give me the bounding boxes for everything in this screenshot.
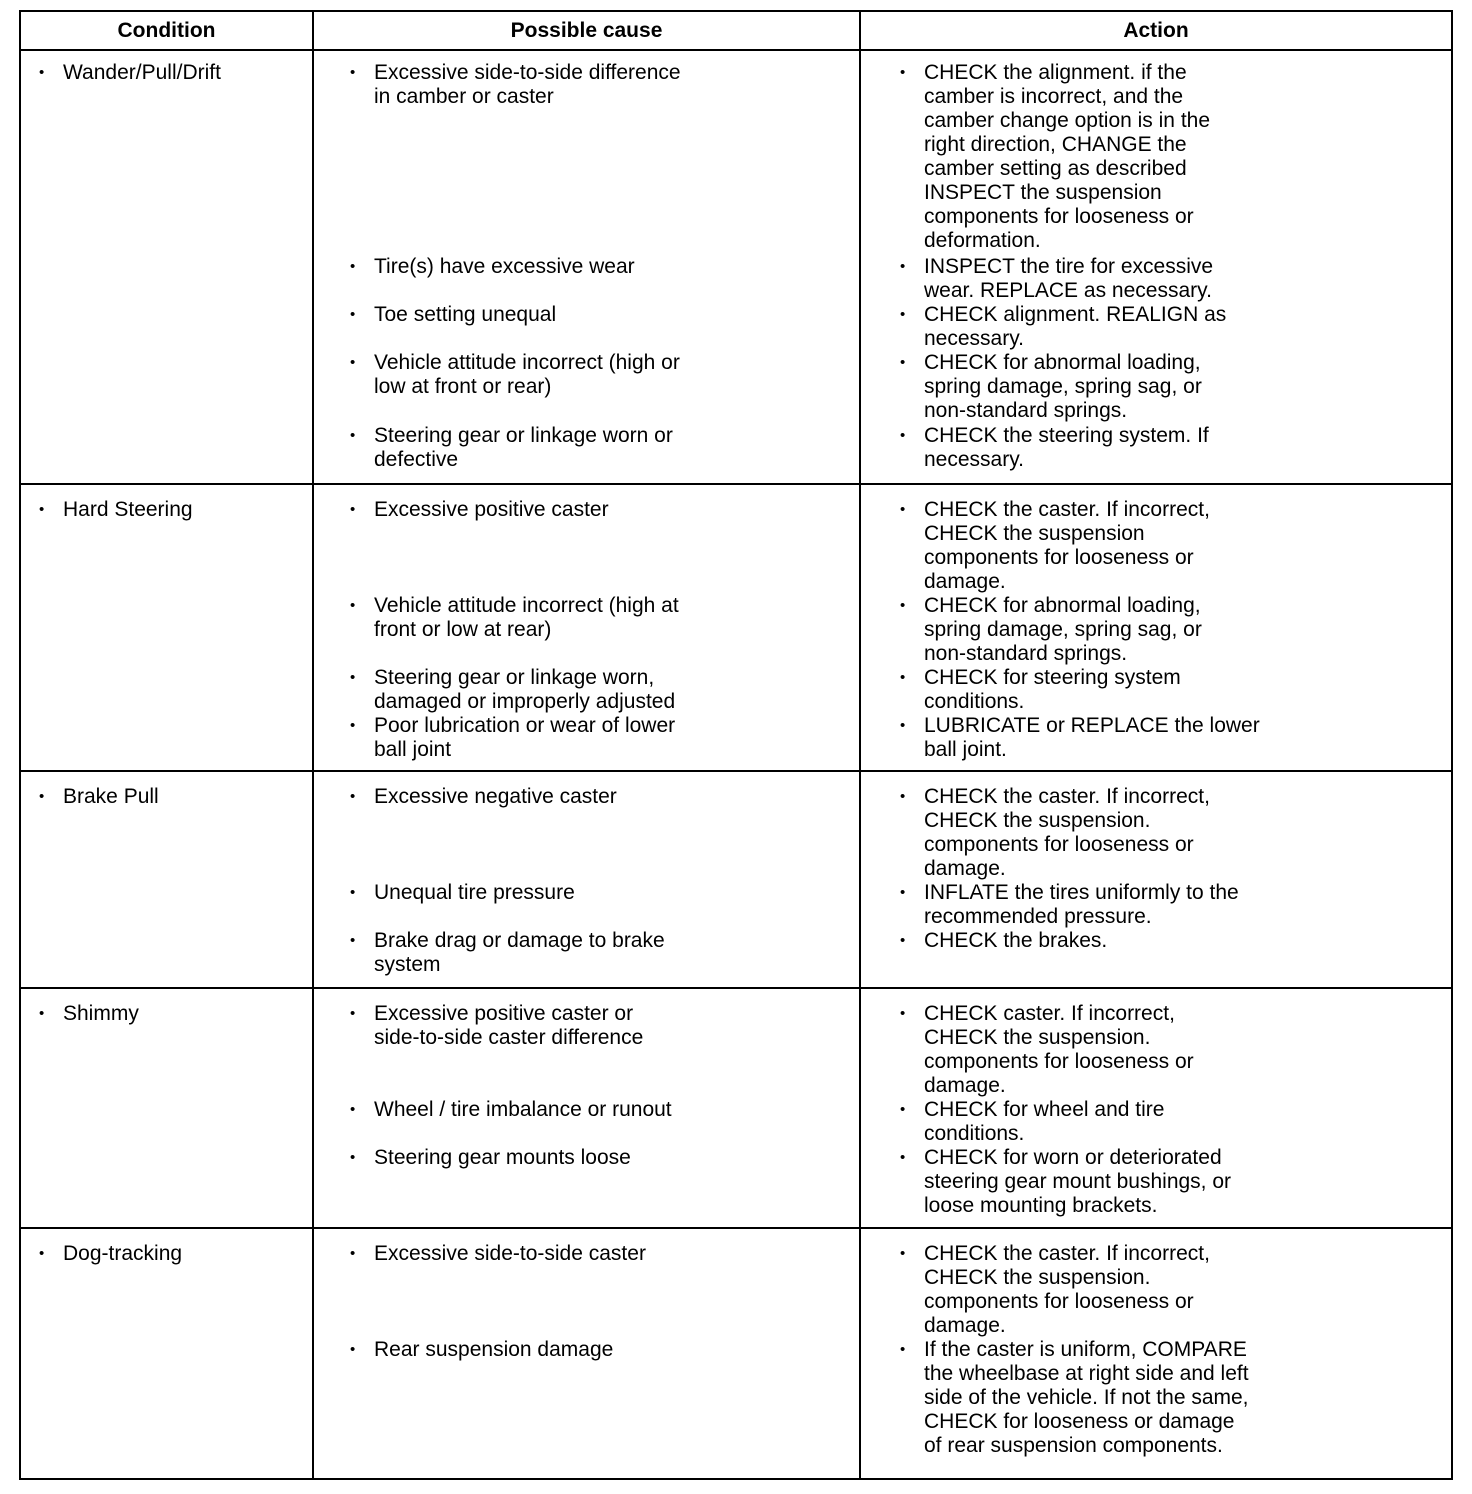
bullet-icon: • <box>900 64 906 81</box>
bullet-icon: • <box>900 501 906 518</box>
bullet-icon: • <box>350 1005 356 1022</box>
action-item <box>900 61 1211 253</box>
action-text: If the caster is uniform, COMPARE the wheelbase at right side and left side of the vehicle. If not the same, CHECK for looseness or damage of rear suspension components. <box>924 1338 1249 1457</box>
cause-text: Unequal tire pressure <box>374 881 575 904</box>
action-cell <box>860 484 1452 771</box>
bullet-icon: • <box>350 884 356 901</box>
action-text: CHECK the caster. If incorrect, CHECK the suspension. components for looseness or damage. <box>924 785 1210 880</box>
action-text: CHECK for abnormal loading, spring damage, spring sag, or non-standard springs. <box>924 351 1202 422</box>
cause-item <box>350 594 679 642</box>
cause-cell <box>313 50 860 484</box>
cause-text: Excessive positive caster <box>374 498 609 521</box>
condition-cell <box>20 484 313 771</box>
action-item <box>900 785 1210 881</box>
bullet-icon: • <box>350 64 356 81</box>
action-item <box>900 1146 1232 1218</box>
cause-item <box>350 666 676 714</box>
bullet-icon: • <box>350 354 356 371</box>
action-item <box>900 424 1209 472</box>
action-text: LUBRICATE or REPLACE the lower ball joint. <box>924 714 1260 761</box>
bullet-icon: • <box>39 1245 45 1262</box>
action-cell <box>860 1228 1452 1479</box>
cause-item <box>350 303 557 327</box>
cause-item <box>350 929 665 977</box>
action-text: CHECK for abnormal loading, spring damage, spring sag, or non-standard springs. <box>924 594 1202 665</box>
cause-item <box>350 1098 672 1122</box>
table-row <box>20 50 1452 484</box>
bullet-icon: • <box>350 306 356 323</box>
table-row <box>20 1228 1452 1479</box>
action-text: CHECK the caster. If incorrect, CHECK the suspension. components for looseness or damage. <box>924 1242 1210 1337</box>
bullet-icon: • <box>350 717 356 734</box>
cause-cell <box>313 771 860 988</box>
condition-cell <box>20 771 313 988</box>
cause-text: Vehicle attitude incorrect (high at front or low at rear) <box>374 594 679 641</box>
bullet-icon: • <box>350 597 356 614</box>
action-item <box>900 929 1108 953</box>
action-item <box>900 1002 1194 1098</box>
bullet-icon: • <box>39 1005 45 1022</box>
bullet-icon: • <box>900 306 906 323</box>
cause-item <box>350 61 681 109</box>
action-text: CHECK alignment. REALIGN as necessary. <box>924 303 1227 350</box>
action-text: CHECK for steering system conditions. <box>924 666 1181 713</box>
cause-cell <box>313 484 860 771</box>
cause-text: Steering gear or linkage worn or defective <box>374 424 673 471</box>
bullet-icon: • <box>350 932 356 949</box>
condition-item <box>39 498 193 522</box>
cause-text: Rear suspension damage <box>374 1338 614 1361</box>
bullet-icon: • <box>900 597 906 614</box>
troubleshooting-table <box>19 10 1453 1480</box>
action-cell <box>860 771 1452 988</box>
action-item <box>900 351 1202 423</box>
bullet-icon: • <box>900 1005 906 1022</box>
cause-text: Excessive side-to-side difference in camber or caster <box>374 61 681 108</box>
bullet-icon: • <box>900 1341 906 1358</box>
action-text: INFLATE the tires uniformly to the recommended pressure. <box>924 881 1239 928</box>
condition-cell <box>20 50 313 484</box>
cause-item <box>350 1146 631 1170</box>
table-row <box>20 484 1452 771</box>
condition-text: Dog-tracking <box>63 1242 183 1265</box>
bullet-icon: • <box>350 1101 356 1118</box>
action-item <box>900 255 1214 303</box>
condition-item <box>39 785 159 809</box>
cause-item <box>350 1338 614 1362</box>
cause-text: Excessive positive caster or side-to-side caster difference <box>374 1002 644 1049</box>
header-row <box>20 11 1452 50</box>
action-text: CHECK for wheel and tire conditions. <box>924 1098 1165 1145</box>
cause-item <box>350 1002 644 1050</box>
cause-item <box>350 351 680 399</box>
condition-cell <box>20 1228 313 1479</box>
table-row <box>20 771 1452 988</box>
bullet-icon: • <box>900 669 906 686</box>
action-text: CHECK caster. If incorrect, CHECK the suspension. components for looseness or damage. <box>924 1002 1194 1097</box>
bullet-icon: • <box>350 501 356 518</box>
cause-text: Steering gear mounts loose <box>374 1146 631 1169</box>
bullet-icon: • <box>900 258 906 275</box>
bullet-icon: • <box>39 64 45 81</box>
action-cell <box>860 50 1452 484</box>
bullet-icon: • <box>900 788 906 805</box>
action-item <box>900 498 1210 594</box>
cause-text: Excessive side-to-side caster <box>374 1242 646 1265</box>
bullet-icon: • <box>900 427 906 444</box>
bullet-icon: • <box>900 354 906 371</box>
bullet-icon: • <box>350 1245 356 1262</box>
action-text: CHECK the brakes. <box>924 929 1108 952</box>
header-possible-cause: Possible cause <box>313 11 860 50</box>
bullet-icon: • <box>350 669 356 686</box>
action-item <box>900 1098 1165 1146</box>
cause-item <box>350 1242 646 1266</box>
action-item <box>900 881 1239 929</box>
bullet-icon: • <box>900 884 906 901</box>
cause-item <box>350 498 609 522</box>
bullet-icon: • <box>900 1101 906 1118</box>
action-item <box>900 303 1227 351</box>
action-text: INSPECT the tire for excessive wear. REPLACE as necessary. <box>924 255 1214 302</box>
cause-item <box>350 714 676 762</box>
cause-text: Vehicle attitude incorrect (high or low at front or rear) <box>374 351 680 398</box>
condition-item <box>39 61 221 85</box>
bullet-icon: • <box>350 788 356 805</box>
action-text: CHECK the alignment. if the camber is incorrect, and the camber change option is in the right direction, CHANGE the camber setting as described INSPECT the suspension components for looseness or deformation. <box>924 61 1211 252</box>
condition-text: Hard Steering <box>63 498 193 521</box>
bullet-icon: • <box>900 1149 906 1166</box>
cause-text: Poor lubrication or wear of lower ball joint <box>374 714 676 761</box>
action-item <box>900 1242 1210 1338</box>
bullet-icon: • <box>350 258 356 275</box>
condition-text: Brake Pull <box>63 785 159 808</box>
action-item <box>900 714 1260 762</box>
bullet-icon: • <box>900 717 906 734</box>
condition-text: Shimmy <box>63 1002 139 1025</box>
bullet-icon: • <box>900 1245 906 1262</box>
cause-cell <box>313 988 860 1228</box>
bullet-icon: • <box>350 1341 356 1358</box>
header-action: Action <box>860 11 1452 50</box>
table-row <box>20 988 1452 1228</box>
condition-item <box>39 1242 183 1266</box>
cause-cell <box>313 1228 860 1479</box>
bullet-icon: • <box>39 501 45 518</box>
cause-text: Brake drag or damage to brake system <box>374 929 665 976</box>
condition-text: Wander/Pull/Drift <box>63 61 221 84</box>
action-item <box>900 1338 1249 1458</box>
header-condition: Condition <box>20 11 313 50</box>
cause-item <box>350 424 673 472</box>
condition-cell <box>20 988 313 1228</box>
cause-item <box>350 881 575 905</box>
action-text: CHECK the steering system. If necessary. <box>924 424 1209 471</box>
cause-text: Tire(s) have excessive wear <box>374 255 635 278</box>
action-text: CHECK the caster. If incorrect, CHECK the suspension components for looseness or damage. <box>924 498 1210 593</box>
cause-text: Toe setting unequal <box>374 303 557 326</box>
bullet-icon: • <box>39 788 45 805</box>
bullet-icon: • <box>900 932 906 949</box>
cause-item <box>350 785 617 809</box>
action-cell <box>860 988 1452 1228</box>
cause-item <box>350 255 635 279</box>
action-item <box>900 666 1181 714</box>
action-item <box>900 594 1202 666</box>
action-text: CHECK for worn or deteriorated steering gear mount bushings, or loose mounting brackets. <box>924 1146 1232 1217</box>
cause-text: Steering gear or linkage worn, damaged or improperly adjusted <box>374 666 676 713</box>
condition-item <box>39 1002 139 1026</box>
bullet-icon: • <box>350 427 356 444</box>
bullet-icon: • <box>350 1149 356 1166</box>
cause-text: Wheel / tire imbalance or runout <box>374 1098 672 1121</box>
cause-text: Excessive negative caster <box>374 785 617 808</box>
